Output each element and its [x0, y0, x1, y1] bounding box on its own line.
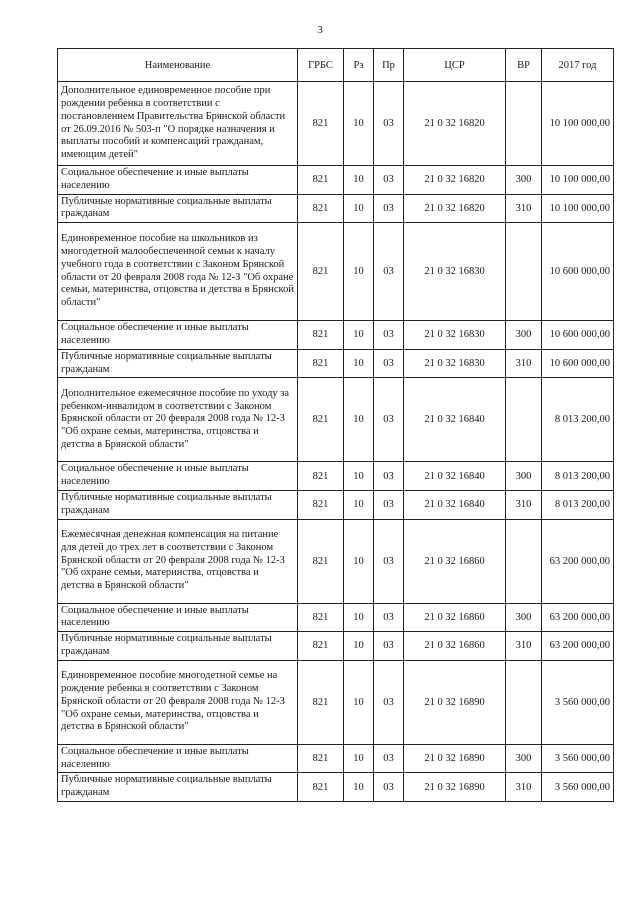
table-row — [58, 632, 614, 661]
cell-pr: 03 — [374, 321, 404, 350]
table-row — [58, 660, 614, 744]
cell-rz: 10 — [344, 660, 374, 744]
cell-name: Социальное обеспечение и иные выплаты населению — [58, 462, 298, 491]
table-body — [58, 82, 614, 802]
cell-vr: 310 — [506, 349, 542, 378]
cell-csr: 21 0 32 16890 — [404, 660, 506, 744]
cell-csr: 21 0 32 16830 — [404, 321, 506, 350]
cell-name: Дополнительное единовременное пособие при рождении ребенка в соответствии с постановлением Правительства Брянской области от 26.09.2016 № 503-п "О порядке назначения и выплаты пособий и компенсаций гражданам, имеющим детей" — [58, 82, 298, 166]
cell-pr: 03 — [374, 490, 404, 519]
cell-sum: 3 560 000,00 — [542, 773, 614, 802]
cell-grbs: 821 — [298, 349, 344, 378]
cell-sum: 3 560 000,00 — [542, 744, 614, 773]
table-row — [58, 82, 614, 166]
cell-name: Социальное обеспечение и иные выплаты населению — [58, 321, 298, 350]
cell-vr — [506, 660, 542, 744]
cell-vr: 310 — [506, 632, 542, 661]
cell-rz: 10 — [344, 166, 374, 195]
cell-pr: 03 — [374, 462, 404, 491]
cell-grbs: 821 — [298, 519, 344, 603]
cell-grbs: 821 — [298, 773, 344, 802]
cell-grbs: 821 — [298, 603, 344, 632]
cell-rz: 10 — [344, 462, 374, 491]
cell-vr — [506, 82, 542, 166]
cell-pr: 03 — [374, 603, 404, 632]
cell-pr: 03 — [374, 660, 404, 744]
cell-sum: 10 600 000,00 — [542, 321, 614, 350]
cell-vr — [506, 519, 542, 603]
cell-sum: 10 100 000,00 — [542, 82, 614, 166]
page-number: 3 — [317, 24, 323, 36]
cell-pr: 03 — [374, 378, 404, 462]
cell-sum: 10 100 000,00 — [542, 166, 614, 195]
cell-pr: 03 — [374, 773, 404, 802]
cell-grbs: 821 — [298, 82, 344, 166]
cell-grbs: 821 — [298, 660, 344, 744]
cell-rz: 10 — [344, 82, 374, 166]
cell-grbs: 821 — [298, 166, 344, 195]
cell-name: Публичные нормативные социальные выплаты гражданам — [58, 773, 298, 802]
cell-pr: 03 — [374, 166, 404, 195]
cell-name: Публичные нормативные социальные выплаты гражданам — [58, 349, 298, 378]
cell-vr: 300 — [506, 744, 542, 773]
header-name: Наименование — [58, 49, 298, 82]
table-header-row — [58, 49, 614, 82]
cell-vr: 300 — [506, 166, 542, 195]
cell-sum: 10 600 000,00 — [542, 223, 614, 321]
cell-csr: 21 0 32 16860 — [404, 603, 506, 632]
table-row — [58, 603, 614, 632]
header-grbs: ГРБС — [298, 49, 344, 82]
cell-csr: 21 0 32 16860 — [404, 632, 506, 661]
table-row — [58, 223, 614, 321]
table-row — [58, 744, 614, 773]
cell-rz: 10 — [344, 194, 374, 223]
cell-pr: 03 — [374, 194, 404, 223]
cell-rz: 10 — [344, 321, 374, 350]
table-row — [58, 321, 614, 350]
cell-pr: 03 — [374, 223, 404, 321]
table-row — [58, 773, 614, 802]
table-row — [58, 378, 614, 462]
cell-pr: 03 — [374, 82, 404, 166]
cell-vr: 310 — [506, 490, 542, 519]
header-pr: Пр — [374, 49, 404, 82]
cell-name: Социальное обеспечение и иные выплаты населению — [58, 166, 298, 195]
cell-pr: 03 — [374, 349, 404, 378]
cell-vr: 300 — [506, 603, 542, 632]
table-row — [58, 349, 614, 378]
cell-rz: 10 — [344, 490, 374, 519]
table-row — [58, 519, 614, 603]
cell-sum: 63 200 000,00 — [542, 519, 614, 603]
budget-table — [57, 48, 614, 802]
cell-rz: 10 — [344, 349, 374, 378]
cell-csr: 21 0 32 16890 — [404, 744, 506, 773]
cell-sum: 3 560 000,00 — [542, 660, 614, 744]
header-csr: ЦСР — [404, 49, 506, 82]
cell-csr: 21 0 32 16820 — [404, 82, 506, 166]
cell-grbs: 821 — [298, 490, 344, 519]
cell-csr: 21 0 32 16860 — [404, 519, 506, 603]
cell-csr: 21 0 32 16820 — [404, 194, 506, 223]
header-sum: 2017 год — [542, 49, 614, 82]
table-row — [58, 462, 614, 491]
cell-rz: 10 — [344, 223, 374, 321]
cell-name: Ежемесячная денежная компенсация на питание для детей до трех лет в соответствии с Законом Брянской области от 20 февраля 2008 года № 12-З "Об охране семьи, материнства, отцовства и детства в Брянской области" — [58, 519, 298, 603]
cell-vr: 310 — [506, 194, 542, 223]
cell-sum: 8 013 200,00 — [542, 378, 614, 462]
cell-name: Дополнительное ежемесячное пособие по уходу за ребенком-инвалидом в соответствии с Законом Брянской области от 20 февраля 2008 года № 12-З "Об охране семьи, материнства, отцовства и детства в Брянской области" — [58, 378, 298, 462]
cell-grbs: 821 — [298, 223, 344, 321]
cell-pr: 03 — [374, 632, 404, 661]
cell-csr: 21 0 32 16820 — [404, 166, 506, 195]
header-rz: Рз — [344, 49, 374, 82]
cell-csr: 21 0 32 16840 — [404, 462, 506, 491]
cell-pr: 03 — [374, 744, 404, 773]
cell-name: Социальное обеспечение и иные выплаты населению — [58, 603, 298, 632]
table-row — [58, 194, 614, 223]
cell-csr: 21 0 32 16840 — [404, 378, 506, 462]
cell-csr: 21 0 32 16840 — [404, 490, 506, 519]
cell-csr: 21 0 32 16890 — [404, 773, 506, 802]
cell-name: Публичные нормативные социальные выплаты гражданам — [58, 490, 298, 519]
cell-grbs: 821 — [298, 321, 344, 350]
cell-grbs: 821 — [298, 194, 344, 223]
cell-sum: 8 013 200,00 — [542, 490, 614, 519]
cell-name: Публичные нормативные социальные выплаты гражданам — [58, 194, 298, 223]
cell-sum: 63 200 000,00 — [542, 603, 614, 632]
cell-vr: 310 — [506, 773, 542, 802]
cell-rz: 10 — [344, 744, 374, 773]
cell-rz: 10 — [344, 603, 374, 632]
cell-vr: 300 — [506, 321, 542, 350]
cell-name: Социальное обеспечение и иные выплаты населению — [58, 744, 298, 773]
cell-vr — [506, 223, 542, 321]
table-row — [58, 490, 614, 519]
cell-csr: 21 0 32 16830 — [404, 223, 506, 321]
cell-grbs: 821 — [298, 378, 344, 462]
cell-csr: 21 0 32 16830 — [404, 349, 506, 378]
header-vr: ВР — [506, 49, 542, 82]
table-row — [58, 166, 614, 195]
cell-sum: 63 200 000,00 — [542, 632, 614, 661]
cell-grbs: 821 — [298, 744, 344, 773]
cell-sum: 8 013 200,00 — [542, 462, 614, 491]
cell-rz: 10 — [344, 519, 374, 603]
cell-rz: 10 — [344, 773, 374, 802]
cell-name: Единовременное пособие на школьников из многодетной малообеспеченной семьи к началу учебного года в соответствии с Законом Брянской области от 20 февраля 2008 года № 12-З "Об охране семьи, материнства, отцовства и детства в Брянской области" — [58, 223, 298, 321]
cell-vr — [506, 378, 542, 462]
cell-grbs: 821 — [298, 632, 344, 661]
cell-name: Единовременное пособие многодетной семье на рождение ребенка в соответствии с Законом Брянской области от 20 февраля 2008 года № 12-З "Об охране семьи, материнства, отцовства и детства в Брянской области" — [58, 660, 298, 744]
cell-name: Публичные нормативные социальные выплаты гражданам — [58, 632, 298, 661]
cell-sum: 10 600 000,00 — [542, 349, 614, 378]
cell-rz: 10 — [344, 378, 374, 462]
cell-vr: 300 — [506, 462, 542, 491]
cell-pr: 03 — [374, 519, 404, 603]
cell-sum: 10 100 000,00 — [542, 194, 614, 223]
cell-rz: 10 — [344, 632, 374, 661]
cell-grbs: 821 — [298, 462, 344, 491]
